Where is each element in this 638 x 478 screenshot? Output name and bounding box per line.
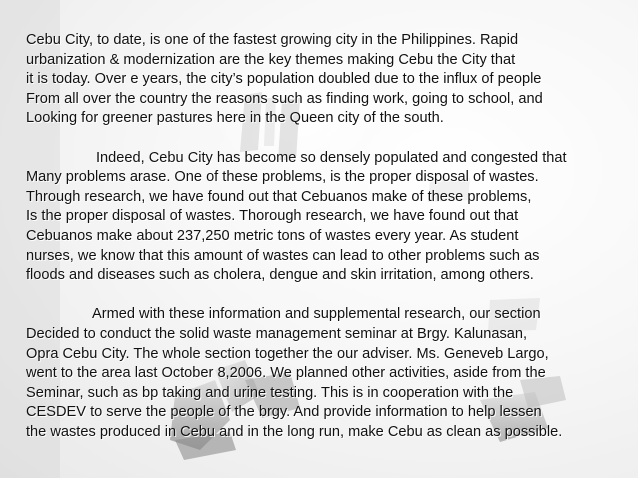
paragraph-3-line-2: Decided to conduct the solid waste management seminar at Brgy. Kalunasan, bbox=[26, 325, 528, 342]
paragraph-3-line-1: Armed with these information and supplemental research, our section bbox=[92, 306, 541, 323]
paragraph-2-line-1: Indeed, Cebu City has become so densely populated and congested that bbox=[96, 149, 567, 166]
paragraph-3-line-6: CESDEV to serve the people of the brgy. And provide information to help lessen bbox=[26, 404, 542, 421]
paragraph-3-line-5: Seminar, such as bp taking and urine testing. This is in cooperation with the bbox=[26, 384, 514, 401]
body-text bbox=[26, 31, 632, 442]
paragraph-3-line-3: Opra Cebu City. The whole section together the our adviser. Ms. Geneveb Largo, bbox=[26, 345, 549, 362]
paragraph-2-line-2: Many problems arase. One of these problems, is the proper disposal of wastes. bbox=[26, 169, 539, 186]
paragraph-1-line-3: it is today. Over e years, the city’s population doubled due to the influx of people bbox=[26, 71, 542, 88]
paragraph-2-line-5: Cebuanos make about 237,250 metric tons of wastes every year. As student bbox=[26, 227, 519, 244]
paragraph-gap bbox=[26, 129, 632, 149]
paragraph-gap bbox=[26, 286, 632, 306]
paragraph-1-line-5: Looking for greener pastures here in the Queen city of the south. bbox=[26, 110, 444, 127]
paragraph-3-line-7: the wastes produced in Cebu and in the long run, make Cebu as clean as possible. bbox=[26, 423, 563, 440]
paragraph-2-line-7: floods and diseases such as cholera, dengue and skin irritation, among others. bbox=[26, 267, 534, 284]
paragraph-3-line-4: went to the area last October 8,2006. We planned other activities, aside from the bbox=[26, 365, 546, 382]
paragraph-1-line-2: urbanization & modernization are the key themes making Cebu the City that bbox=[26, 51, 516, 68]
paragraph-1-line-4: From all over the country the reasons such as finding work, going to school, and bbox=[26, 90, 543, 107]
paragraph-2-line-4: Is the proper disposal of wastes. Thorough research, we have found out that bbox=[26, 208, 519, 225]
paragraph-1-line-1: Cebu City, to date, is one of the fastest growing city in the Philippines. Rapid bbox=[26, 32, 519, 48]
paragraph-2-line-6: nurses, we know that this amount of wastes can lead to other problems such as bbox=[26, 247, 540, 264]
paragraph-2-line-3: Through research, we have found out that Cebuanos make of these problems, bbox=[26, 188, 532, 205]
